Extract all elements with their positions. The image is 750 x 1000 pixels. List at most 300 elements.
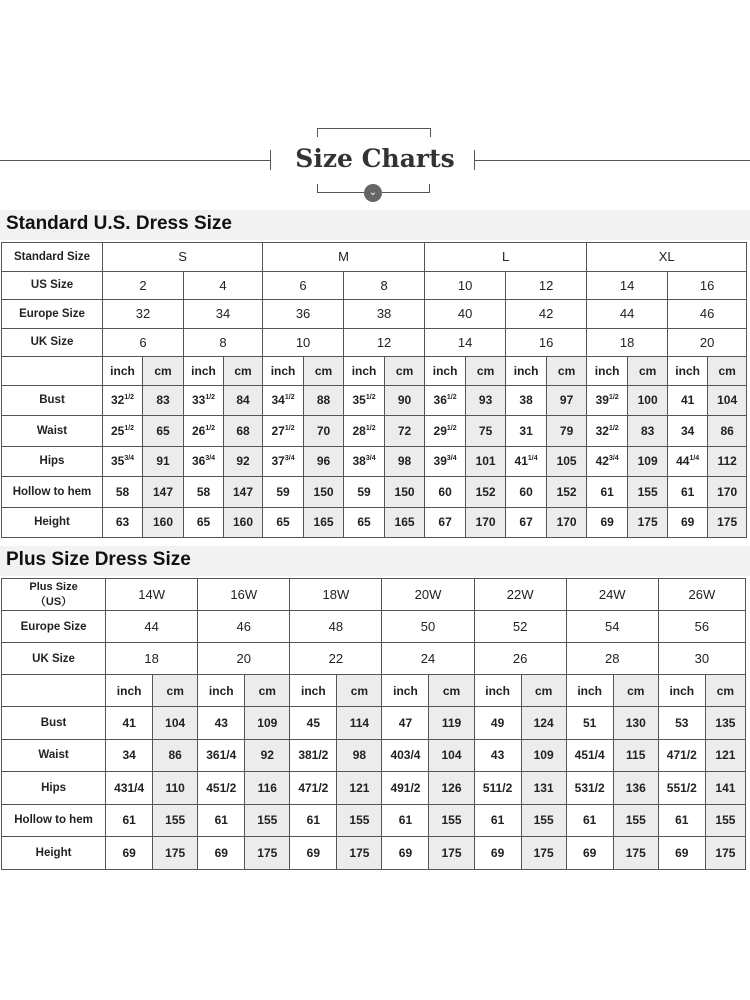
size-value-cell: 40 [425,300,506,329]
measurement-row [2,416,747,447]
size-value-cell: 6 [263,271,344,300]
inch-value: 58 [196,484,211,499]
inch-value: 33 [191,393,206,408]
inch-fraction: 3/4 [608,455,619,463]
measurement-label: Waist [2,416,103,447]
inch-value-cell: 491/2 [382,772,429,805]
inch-fraction: 3/4 [446,455,457,463]
row-label: Standard Size [2,243,103,272]
unit-inch-cell: inch [290,675,337,707]
cm-value-cell: 115 [613,739,658,772]
inch-value-cell: 43 [198,707,245,740]
cm-value-cell: 175 [613,837,658,870]
inch-fraction: 3/4 [205,455,216,463]
inch-fraction: 1/2 [284,424,295,432]
inch-fraction: 1/2 [608,424,619,432]
inch-value-cell: 451/2 [198,772,245,805]
cm-value-cell: 147 [224,477,263,508]
inch-value-cell [425,507,466,538]
cm-value-cell: 75 [466,416,506,447]
cm-value-cell: 150 [304,477,344,508]
inch-fraction: 1/2 [205,394,216,402]
inch-value-cell: 511/2 [474,772,521,805]
size-value-cell: 34 [184,300,263,329]
inch-value-cell: 69 [198,837,245,870]
inch-value-cell: 403/4 [382,739,429,772]
unit-inch-cell: inch [668,357,708,386]
cm-value-cell: 96 [304,446,344,477]
inch-value: 60 [438,484,452,499]
cm-value-cell: 170 [466,507,506,538]
cm-value-cell: 110 [153,772,198,805]
uk-size-row [2,328,747,357]
unit-cm-cell: cm [337,675,382,707]
inch-value: 61 [680,484,695,499]
cm-value-cell: 160 [143,507,184,538]
measurement-row [2,477,747,508]
size-value-cell: 28 [566,643,658,675]
header-bracket-top [317,128,431,137]
inch-value: 36 [433,393,447,408]
inch-value-cell [506,507,547,538]
unit-inch-cell: inch [106,675,153,707]
inch-value-cell [425,385,466,416]
unit-row [2,675,746,707]
unit-inch-cell: inch [587,357,628,386]
cm-value-cell: 90 [385,385,425,416]
inch-value: 41 [514,454,528,469]
unit-cm-cell: cm [143,357,184,386]
inch-value-cell: 61 [290,804,337,837]
inch-value-cell [263,477,304,508]
cm-value-cell: 116 [245,772,290,805]
inch-fraction: 1/2 [365,394,376,402]
cm-value-cell: 141 [705,772,745,805]
inch-fraction: 1/4 [527,455,538,463]
inch-value: 67 [519,515,533,530]
cm-value-cell: 126 [429,772,474,805]
size-value-cell: 16 [668,271,747,300]
size-value-cell: 24 [382,643,474,675]
inch-fraction: 1/2 [205,424,216,432]
standard-size-table [1,242,747,538]
inch-value-cell: 61 [658,804,705,837]
unit-inch-cell: inch [474,675,521,707]
measurement-row [2,739,746,772]
size-header-cell: 18W [290,579,382,611]
cm-value-cell: 175 [245,837,290,870]
inch-value-cell [103,507,143,538]
cm-value-cell: 165 [385,507,425,538]
plus-size-row [2,579,746,611]
cm-value-cell: 105 [547,446,587,477]
unit-inch-cell: inch [198,675,245,707]
inch-value-cell: 531/2 [566,772,613,805]
cm-value-cell: 170 [547,507,587,538]
inch-value: 35 [352,393,366,408]
row-label: Europe Size [2,300,103,329]
cm-value-cell: 135 [705,707,745,740]
cm-value-cell: 131 [521,772,566,805]
size-value-cell: 10 [263,328,344,357]
inch-value-cell: 69 [106,837,153,870]
size-value-cell: 26 [474,643,566,675]
inch-value: 25 [110,423,125,438]
inch-value: 37 [271,454,285,469]
unit-inch-cell: inch [184,357,224,386]
europe-size-row [2,611,746,643]
unit-inch-cell: inch [566,675,613,707]
size-value-cell: 44 [587,300,668,329]
cm-value-cell: 101 [466,446,506,477]
inch-value-cell: 69 [382,837,429,870]
size-value-cell: 14 [425,328,506,357]
inch-fraction: 1/2 [365,424,376,432]
measurement-label: Hollow to hem [2,477,103,508]
inch-value-cell [668,385,708,416]
size-header-cell: 16W [198,579,290,611]
cm-value-cell: 112 [708,446,747,477]
row-label [2,579,106,611]
inch-value: 65 [196,515,211,530]
cm-value-cell: 119 [429,707,474,740]
inch-value: 59 [357,484,371,499]
inch-value: 38 [352,454,366,469]
size-value-cell: 18 [106,643,198,675]
cm-value-cell: 147 [143,477,184,508]
inch-value-cell [587,477,628,508]
size-value-cell: 42 [506,300,587,329]
measurement-row [2,446,747,477]
inch-value-cell [103,416,143,447]
inch-value: 44 [676,454,690,469]
cm-value-cell: 109 [521,739,566,772]
cm-value-cell: 92 [245,739,290,772]
inch-value: 31 [519,423,533,438]
unit-cm-cell: cm [429,675,474,707]
inch-value: 29 [433,423,447,438]
unit-row [2,357,747,386]
size-header-cell: 20W [382,579,474,611]
inch-value-cell [425,446,466,477]
cm-value-cell: 97 [547,385,587,416]
measurement-row [2,772,746,805]
size-value-cell: 20 [198,643,290,675]
size-value-cell: 14 [587,271,668,300]
size-value-cell: 12 [506,271,587,300]
size-value-cell: 50 [382,611,474,643]
cm-value-cell: 155 [337,804,382,837]
inch-fraction: 1/4 [689,455,700,463]
cm-value-cell: 104 [708,385,747,416]
inch-value-cell [344,385,385,416]
inch-value-cell [587,446,628,477]
size-value-cell: 4 [184,271,263,300]
measurement-label: Height [2,837,106,870]
size-value-cell: 52 [474,611,566,643]
unit-inch-cell: inch [344,357,385,386]
inch-value: 67 [438,515,452,530]
inch-value: 39 [595,393,609,408]
unit-inch-cell: inch [425,357,466,386]
size-value-cell: 48 [290,611,382,643]
header-rule-right-cap [474,150,475,170]
uk-size-row [2,643,746,675]
inch-value: 38 [519,393,533,408]
size-value-cell: 36 [263,300,344,329]
measurement-label: Bust [2,385,103,416]
cm-value-cell: 155 [628,477,668,508]
cm-value-cell: 91 [143,446,184,477]
cm-value-cell: 165 [304,507,344,538]
inch-value-cell [668,416,708,447]
inch-value-cell: 61 [474,804,521,837]
inch-value: 27 [271,423,285,438]
row-label: Europe Size [2,611,106,643]
unit-inch-cell: inch [103,357,143,386]
unit-inch-cell: inch [506,357,547,386]
inch-value-cell: 61 [198,804,245,837]
size-value-cell: 32 [103,300,184,329]
inch-value-cell [263,416,304,447]
size-value-cell: 6 [103,328,184,357]
inch-value-cell [587,385,628,416]
cm-value-cell: 155 [521,804,566,837]
cm-value-cell: 155 [245,804,290,837]
cm-value-cell: 70 [304,416,344,447]
cm-value-cell: 155 [429,804,474,837]
size-header-cell: 24W [566,579,658,611]
unit-cm-cell: cm [304,357,344,386]
size-header-cell: M [263,243,425,272]
inch-value: 65 [357,515,371,530]
inch-value-cell [587,416,628,447]
cm-value-cell: 83 [143,385,184,416]
cm-value-cell: 65 [143,416,184,447]
inch-value-cell: 69 [566,837,613,870]
cm-value-cell: 109 [245,707,290,740]
unit-cm-cell: cm [613,675,658,707]
size-header-cell: 14W [106,579,198,611]
unit-inch-cell: inch [658,675,705,707]
unit-row-label [2,675,106,707]
inch-value-cell: 61 [382,804,429,837]
us-size-row [2,271,747,300]
inch-value-cell [103,446,143,477]
cm-value-cell: 175 [337,837,382,870]
inch-value-cell: 381/2 [290,739,337,772]
inch-value-cell [506,385,547,416]
inch-value: 36 [191,454,206,469]
inch-value-cell: 551/2 [658,772,705,805]
cm-value-cell: 175 [521,837,566,870]
inch-value: 28 [352,423,366,438]
inch-value: 61 [600,484,614,499]
cm-value-cell: 92 [224,446,263,477]
cm-value-cell: 175 [628,507,668,538]
size-value-cell: 8 [184,328,263,357]
cm-value-cell: 155 [153,804,198,837]
size-value-cell: 38 [344,300,425,329]
inch-value-cell: 53 [658,707,705,740]
cm-value-cell: 86 [708,416,747,447]
inch-value-cell [184,385,224,416]
inch-value-cell [506,416,547,447]
measurement-label: Height [2,507,103,538]
measurement-row [2,385,747,416]
measurement-row [2,804,746,837]
size-header-cell: S [103,243,263,272]
inch-value-cell: 69 [658,837,705,870]
inch-value-cell [103,385,143,416]
inch-value-cell: 41 [106,707,153,740]
measurement-label: Hips [2,772,106,805]
unit-cm-cell: cm [628,357,668,386]
size-value-cell: 10 [425,271,506,300]
measurement-label: Hips [2,446,103,477]
size-header-cell: 22W [474,579,566,611]
inch-value: 26 [191,423,206,438]
inch-value-cell: 45 [290,707,337,740]
cm-value-cell: 175 [429,837,474,870]
size-value-cell: 30 [658,643,745,675]
size-header-cell: L [425,243,587,272]
size-value-cell: 56 [658,611,745,643]
inch-value: 34 [271,393,285,408]
inch-value-cell [184,416,224,447]
unit-inch-cell: inch [263,357,304,386]
inch-value: 32 [595,423,609,438]
inch-value: 34 [680,423,695,438]
cm-value-cell: 114 [337,707,382,740]
inch-value-cell [506,446,547,477]
page-title: Size Charts [295,144,455,173]
size-value-cell: 8 [344,271,425,300]
cm-value-cell: 150 [385,477,425,508]
inch-value-cell [506,477,547,508]
cm-value-cell: 175 [708,507,747,538]
size-value-cell: 12 [344,328,425,357]
plus-size-table [1,578,746,870]
cm-value-cell: 83 [628,416,668,447]
unit-cm-cell: cm [245,675,290,707]
row-label: UK Size [2,643,106,675]
inch-value-cell: 34 [106,739,153,772]
cm-value-cell: 152 [547,477,587,508]
unit-cm-cell: cm [466,357,506,386]
inch-value-cell [184,446,224,477]
measurement-label: Waist [2,739,106,772]
cm-value-cell: 152 [466,477,506,508]
inch-value-cell: 451/4 [566,739,613,772]
size-charts-header [0,120,750,210]
cm-value-cell: 109 [628,446,668,477]
cm-value-cell: 104 [429,739,474,772]
unit-cm-cell: cm [521,675,566,707]
inch-value: 69 [600,515,614,530]
unit-cm-cell: cm [385,357,425,386]
size-value-cell: 54 [566,611,658,643]
cm-value-cell: 93 [466,385,506,416]
inch-value-cell: 51 [566,707,613,740]
header-rule-right [474,160,750,161]
inch-value-cell [263,507,304,538]
inch-value: 35 [110,454,125,469]
size-header-cell: XL [587,243,747,272]
plus-size-label-us: （US） [34,595,73,608]
inch-value-cell: 69 [474,837,521,870]
inch-value-cell [344,477,385,508]
unit-cm-cell: cm [708,357,747,386]
inch-value: 42 [595,454,609,469]
inch-value: 41 [680,393,695,408]
inch-value-cell: 471/2 [658,739,705,772]
inch-value-cell [344,507,385,538]
inch-value-cell [344,416,385,447]
inch-fraction: 1/2 [446,424,457,432]
cm-value-cell: 68 [224,416,263,447]
size-header-cell: 26W [658,579,745,611]
measurement-row [2,507,747,538]
inch-value: 69 [680,515,695,530]
cm-value-cell: 121 [705,739,745,772]
inch-value-cell: 471/2 [290,772,337,805]
cm-value-cell: 175 [705,837,745,870]
inch-value-cell [344,446,385,477]
size-value-cell: 18 [587,328,668,357]
cm-value-cell: 155 [613,804,658,837]
row-label: UK Size [2,328,103,357]
row-label: US Size [2,271,103,300]
measurement-row [2,837,746,870]
inch-value-cell [103,477,143,508]
size-value-cell: 44 [106,611,198,643]
cm-value-cell: 175 [153,837,198,870]
inch-value-cell: 61 [566,804,613,837]
inch-value-cell [668,446,708,477]
header-bracket-bottom-left [317,184,365,193]
inch-value-cell: 49 [474,707,521,740]
unit-cm-cell: cm [153,675,198,707]
inch-value-cell [425,416,466,447]
cm-value-cell: 79 [547,416,587,447]
inch-value-cell: 43 [474,739,521,772]
inch-fraction: 1/2 [124,424,135,432]
cm-value-cell: 84 [224,385,263,416]
inch-value-cell: 61 [106,804,153,837]
size-value-cell: 46 [668,300,747,329]
measurement-row [2,707,746,740]
standard-section-title: Standard U.S. Dress Size [6,213,232,234]
inch-fraction: 3/4 [284,455,295,463]
cm-value-cell: 86 [153,739,198,772]
cm-value-cell: 104 [153,707,198,740]
inch-value: 65 [276,515,290,530]
inch-fraction: 1/2 [124,394,135,402]
inch-value-cell: 431/4 [106,772,153,805]
standard-size-row [2,243,747,272]
unit-cm-cell: cm [547,357,587,386]
inch-fraction: 1/2 [446,394,457,402]
size-value-cell: 16 [506,328,587,357]
inch-value: 32 [110,393,125,408]
measurement-label: Bust [2,707,106,740]
cm-value-cell: 136 [613,772,658,805]
size-value-cell: 22 [290,643,382,675]
inch-value-cell: 361/4 [198,739,245,772]
inch-value: 59 [276,484,290,499]
inch-value-cell [668,477,708,508]
